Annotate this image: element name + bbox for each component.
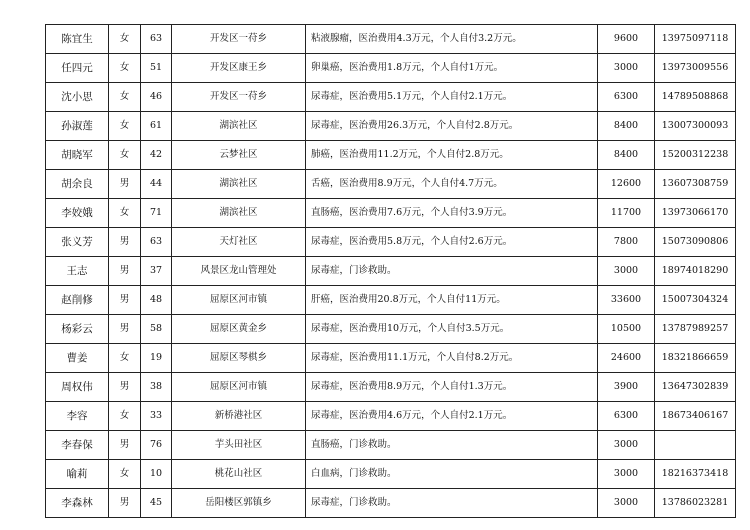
phone-cell: 13007300093 xyxy=(655,112,736,141)
amount-cell: 9600 xyxy=(598,25,655,54)
area-cell: 芋头田社区 xyxy=(172,431,306,460)
name-cell: 杨彩云 xyxy=(46,315,109,344)
age-cell: 33 xyxy=(141,402,172,431)
area-cell: 屈原区黄金乡 xyxy=(172,315,306,344)
illness-cell: 尿毒症，医治费用11.1万元，个人自付8.2万元。 xyxy=(306,344,598,373)
illness-cell: 粘液腺瘤，医治费用4.3万元，个人自付3.2万元。 xyxy=(306,25,598,54)
age-cell: 44 xyxy=(141,170,172,199)
illness-cell: 卵巢癌，医治费用1.8万元，个人自付1万元。 xyxy=(306,54,598,83)
table-row xyxy=(46,344,736,373)
amount-cell: 8400 xyxy=(598,141,655,170)
relief-roster-table xyxy=(45,24,736,518)
phone-cell: 13786023281 xyxy=(655,489,736,518)
name-cell: 李姣娥 xyxy=(46,199,109,228)
name-cell: 王志 xyxy=(46,257,109,286)
amount-cell: 3000 xyxy=(598,431,655,460)
sex-cell: 男 xyxy=(109,228,141,257)
sex-cell: 女 xyxy=(109,83,141,112)
age-cell: 19 xyxy=(141,344,172,373)
name-cell: 李容 xyxy=(46,402,109,431)
sex-cell: 男 xyxy=(109,489,141,518)
phone-cell: 18673406167 xyxy=(655,402,736,431)
phone-cell: 15007304324 xyxy=(655,286,736,315)
age-cell: 37 xyxy=(141,257,172,286)
name-cell: 李森林 xyxy=(46,489,109,518)
phone-cell: 13787989257 xyxy=(655,315,736,344)
area-cell: 开发区康王乡 xyxy=(172,54,306,83)
area-cell: 岳阳楼区郭镇乡 xyxy=(172,489,306,518)
sex-cell: 女 xyxy=(109,25,141,54)
phone-cell: 15200312238 xyxy=(655,141,736,170)
phone-cell: 13973009556 xyxy=(655,54,736,83)
area-cell: 云梦社区 xyxy=(172,141,306,170)
table-row xyxy=(46,489,736,518)
amount-cell: 3000 xyxy=(598,489,655,518)
table-body xyxy=(46,25,736,518)
amount-cell: 8400 xyxy=(598,112,655,141)
age-cell: 76 xyxy=(141,431,172,460)
amount-cell: 24600 xyxy=(598,344,655,373)
amount-cell: 3000 xyxy=(598,460,655,489)
age-cell: 38 xyxy=(141,373,172,402)
name-cell: 沈小思 xyxy=(46,83,109,112)
amount-cell: 7800 xyxy=(598,228,655,257)
amount-cell: 12600 xyxy=(598,170,655,199)
illness-cell: 尿毒症，医治费用26.3万元，个人自付2.8万元。 xyxy=(306,112,598,141)
illness-cell: 尿毒症，医治费用8.9万元，个人自付1.3万元。 xyxy=(306,373,598,402)
amount-cell: 3900 xyxy=(598,373,655,402)
illness-cell: 尿毒症，门诊救助。 xyxy=(306,257,598,286)
area-cell: 湖滨社区 xyxy=(172,112,306,141)
age-cell: 48 xyxy=(141,286,172,315)
phone-cell: 13975097118 xyxy=(655,25,736,54)
age-cell: 63 xyxy=(141,228,172,257)
table-row xyxy=(46,402,736,431)
amount-cell: 33600 xyxy=(598,286,655,315)
sex-cell: 男 xyxy=(109,257,141,286)
area-cell: 开发区一苻乡 xyxy=(172,25,306,54)
area-cell: 新桥港社区 xyxy=(172,402,306,431)
amount-cell: 11700 xyxy=(598,199,655,228)
amount-cell: 10500 xyxy=(598,315,655,344)
table-row xyxy=(46,141,736,170)
area-cell: 桃花山社区 xyxy=(172,460,306,489)
table-row xyxy=(46,228,736,257)
area-cell: 湖滨社区 xyxy=(172,170,306,199)
age-cell: 51 xyxy=(141,54,172,83)
illness-cell: 舌癌，医治费用8.9万元，个人自付4.7万元。 xyxy=(306,170,598,199)
name-cell: 胡余良 xyxy=(46,170,109,199)
sex-cell: 女 xyxy=(109,402,141,431)
table-row xyxy=(46,199,736,228)
area-cell: 湖滨社区 xyxy=(172,199,306,228)
phone-cell: 15073090806 xyxy=(655,228,736,257)
sex-cell: 男 xyxy=(109,315,141,344)
sex-cell: 女 xyxy=(109,199,141,228)
age-cell: 71 xyxy=(141,199,172,228)
illness-cell: 尿毒症，医治费用5.8万元，个人自付2.6万元。 xyxy=(306,228,598,257)
table-row xyxy=(46,460,736,489)
illness-cell: 尿毒症，医治费用10万元，个人自付3.5万元。 xyxy=(306,315,598,344)
area-cell: 开发区一苻乡 xyxy=(172,83,306,112)
area-cell: 屈原区琴棋乡 xyxy=(172,344,306,373)
relief-roster-sheet xyxy=(45,24,736,518)
age-cell: 61 xyxy=(141,112,172,141)
age-cell: 58 xyxy=(141,315,172,344)
sex-cell: 男 xyxy=(109,373,141,402)
area-cell: 天灯社区 xyxy=(172,228,306,257)
name-cell: 周权伟 xyxy=(46,373,109,402)
area-cell: 屈原区河市镇 xyxy=(172,373,306,402)
sex-cell: 女 xyxy=(109,344,141,373)
amount-cell: 3000 xyxy=(598,54,655,83)
age-cell: 63 xyxy=(141,25,172,54)
area-cell: 屈原区河市镇 xyxy=(172,286,306,315)
table-row xyxy=(46,54,736,83)
phone-cell: 14789508868 xyxy=(655,83,736,112)
area-cell: 风景区龙山管理处 xyxy=(172,257,306,286)
name-cell: 张义芳 xyxy=(46,228,109,257)
amount-cell: 6300 xyxy=(598,83,655,112)
sex-cell: 男 xyxy=(109,431,141,460)
sex-cell: 男 xyxy=(109,286,141,315)
sex-cell: 男 xyxy=(109,170,141,199)
phone-cell: 18974018290 xyxy=(655,257,736,286)
age-cell: 10 xyxy=(141,460,172,489)
name-cell: 孙淑莲 xyxy=(46,112,109,141)
table-row xyxy=(46,373,736,402)
phone-cell xyxy=(655,431,736,460)
sex-cell: 女 xyxy=(109,112,141,141)
table-row xyxy=(46,431,736,460)
name-cell: 曹姜 xyxy=(46,344,109,373)
table-row xyxy=(46,170,736,199)
table-row xyxy=(46,112,736,141)
name-cell: 李春保 xyxy=(46,431,109,460)
phone-cell: 18321866659 xyxy=(655,344,736,373)
age-cell: 46 xyxy=(141,83,172,112)
phone-cell: 13647302839 xyxy=(655,373,736,402)
illness-cell: 尿毒症，门诊救助。 xyxy=(306,489,598,518)
table-row xyxy=(46,286,736,315)
illness-cell: 肺癌，医治费用11.2万元，个人自付2.8万元。 xyxy=(306,141,598,170)
illness-cell: 白血病，门诊救助。 xyxy=(306,460,598,489)
table-row xyxy=(46,257,736,286)
amount-cell: 6300 xyxy=(598,402,655,431)
name-cell: 喻莉 xyxy=(46,460,109,489)
illness-cell: 直肠癌，医治费用7.6万元，个人自付3.9万元。 xyxy=(306,199,598,228)
name-cell: 赵削修 xyxy=(46,286,109,315)
illness-cell: 肝癌，医治费用20.8万元，个人自付11万元。 xyxy=(306,286,598,315)
age-cell: 45 xyxy=(141,489,172,518)
sex-cell: 女 xyxy=(109,460,141,489)
phone-cell: 18216373418 xyxy=(655,460,736,489)
name-cell: 胡晓军 xyxy=(46,141,109,170)
phone-cell: 13973066170 xyxy=(655,199,736,228)
sex-cell: 女 xyxy=(109,141,141,170)
table-row xyxy=(46,83,736,112)
sex-cell: 女 xyxy=(109,54,141,83)
table-row xyxy=(46,315,736,344)
amount-cell: 3000 xyxy=(598,257,655,286)
name-cell: 陈宜生 xyxy=(46,25,109,54)
illness-cell: 尿毒症，医治费用4.6万元，个人自付2.1万元。 xyxy=(306,402,598,431)
age-cell: 42 xyxy=(141,141,172,170)
phone-cell: 13607308759 xyxy=(655,170,736,199)
name-cell: 任四元 xyxy=(46,54,109,83)
table-row xyxy=(46,25,736,54)
illness-cell: 尿毒症，医治费用5.1万元，个人自付2.1万元。 xyxy=(306,83,598,112)
illness-cell: 直肠癌，门诊救助。 xyxy=(306,431,598,460)
